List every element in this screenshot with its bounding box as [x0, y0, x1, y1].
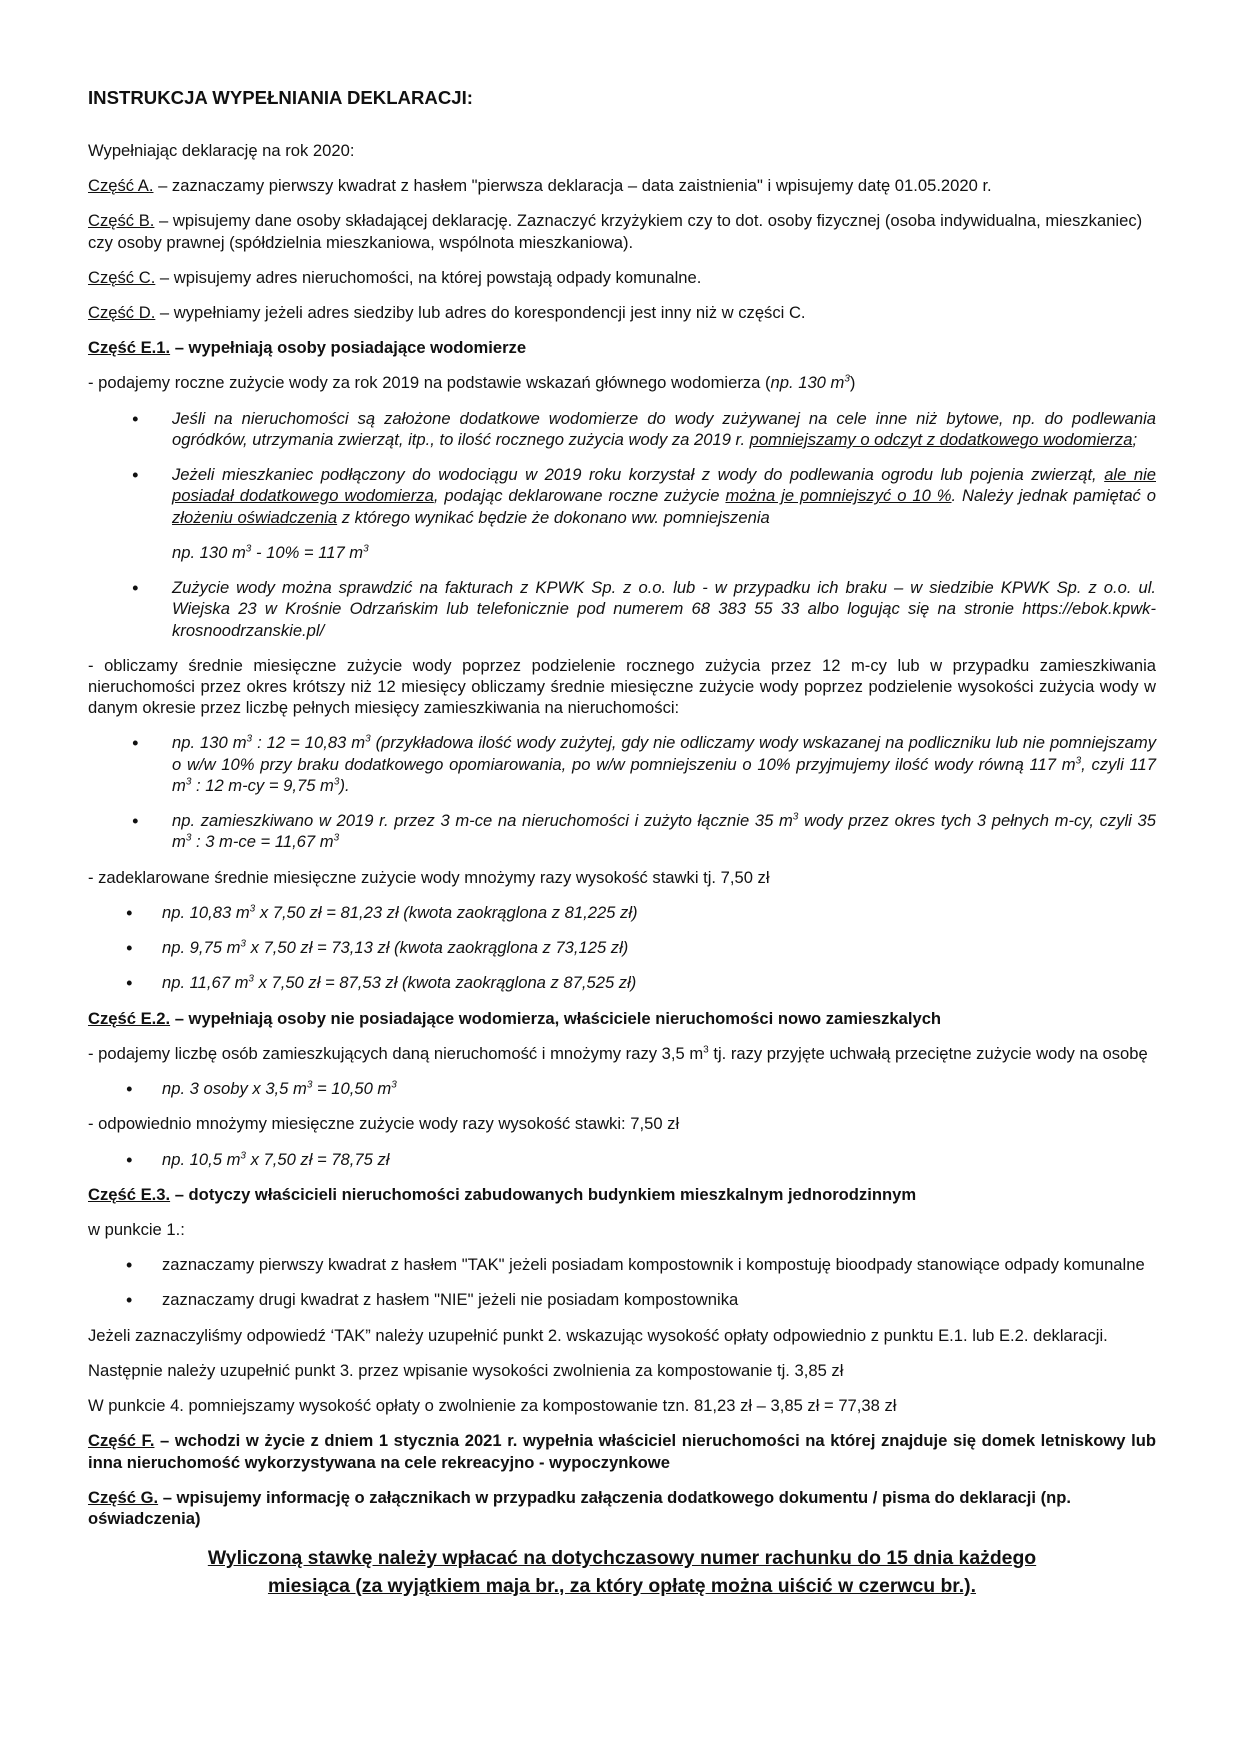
payment-notice-line-1: Wyliczoną stawkę należy wpłacać na dotychczasowy numer rachunku do 15 dnia każdego [207, 1547, 1037, 1570]
list-item [88, 902, 1156, 923]
page-title: INSTRUKCJA WYPEŁNIANIA DEKLARACJI: [88, 87, 473, 108]
e1-rate-multiply: - zadeklarowane średnie miesięczne zużycie wody mnożymy razy wysokość stawki tj. 7,50 zł [88, 867, 770, 887]
e2-bullets-1 [88, 1078, 1156, 1099]
list-item-underlined: ale nie posiadał dodatkowego wodomierza [172, 465, 1156, 506]
superscript: 3 [248, 973, 254, 985]
e3-point-1: w punkcie 1.: [88, 1220, 185, 1239]
superscript: 3 [365, 733, 371, 745]
section-g-text: – wpisujemy informację o załącznikach w przypadku załączenia dodatkowego dokumentu / pisma do deklaracji (np. oświadczenia) [88, 1487, 1072, 1529]
list-item-text: . Należy jednak pamiętać o [951, 486, 1156, 506]
e2-rate-multiply: - odpowiednio mnożymy miesięczne zużycie wody razy wysokość stawki: 7,50 zł [88, 1114, 680, 1134]
section-e2-heading [88, 1008, 1156, 1029]
list-item: • zaznaczamy pierwszy kwadrat z hasłem "TAK" jeżeli posiadam kompostownik i kompostuję bioodpady stanowiące odpady komunalne [88, 1254, 1156, 1275]
list-item-text: Jeśli na nieruchomości są założone dodatkowe wodomierze do wody zużywanej na cele inne niż bytowe, np. do podlewania ogródków, utrzymania zwierząt, itp., to ilość rocznego zużycia wody za 2019 r. [172, 408, 1156, 449]
list-item-text: np. 10,5 m [162, 1149, 241, 1169]
section-e2-label: Część E.2. [88, 1008, 171, 1028]
list-item-text: , podając deklarowane roczne zużycie [433, 486, 726, 506]
superscript: 3 [185, 776, 192, 788]
section-f-text: – wchodzi w życie z dniem 1 stycznia 2021 r. wypełnia właściciel nieruchomości na której znajduje się domek letniskowy lub inna nieruchomość wykorzystywana na cele rekreacyjno - wypoczynkowe [88, 1431, 1156, 1472]
section-c [88, 267, 1156, 288]
section-e1-heading [88, 337, 1156, 358]
e3-point-4: W punkcie 4. pomniejszamy wysokość opłaty o zwolnienie za kompostowanie tzn. 81,23 zł – 3,85 zł = 77,38 zł [88, 1396, 897, 1416]
superscript: 3 [249, 903, 256, 915]
superscript: 3 [306, 1079, 313, 1091]
superscript: 3 [185, 832, 192, 844]
payment-notice-line-2: miesiąca (za wyjątkiem maja br., za który opłatę można uiścić w czerwcu br.). [267, 1574, 977, 1597]
example-text: np. 130 m [172, 542, 246, 562]
e3-point-2: Jeżeli zaznaczyliśmy odpowiedź ‘TAK” należy uzupełnić punkt 2. wskazując wysokość opłaty odpowiednio z punktu E.1. lub E.2. deklaracji. [88, 1325, 1108, 1345]
list-item-text: , czyli 117 m [172, 754, 1156, 795]
list-item-text: np. 9,75 m [162, 938, 241, 958]
example-text: - 10% = 117 m [251, 542, 364, 562]
list-item-text: = 10,50 m [312, 1079, 392, 1099]
section-e3-label: Część E.3. [88, 1184, 171, 1204]
superscript: 3 [844, 373, 850, 385]
list-item-text: np. 3 osoby x 3,5 m [162, 1079, 307, 1099]
list-item-text: x 7,50 zł = 78,75 zł [245, 1149, 390, 1169]
e1-example-calculation [172, 542, 1156, 563]
superscript: 3 [333, 776, 340, 788]
superscript: 3 [1075, 755, 1082, 767]
list-item-text: : 3 m-ce = 11,67 m [191, 832, 334, 852]
section-g-label: Część G. [88, 1487, 159, 1507]
e1-bullets-1 [88, 408, 1156, 641]
list-item [88, 1149, 1156, 1170]
list-item-text: : 12 m-cy = 9,75 m [191, 775, 334, 795]
superscript: 3 [792, 811, 799, 823]
section-e1-text: – wypełniają osoby posiadające wodomierze [170, 338, 527, 358]
section-d-text: – wypełniamy jeżeli adres siedziby lub adres do korespondencji jest inny niż w części C. [155, 302, 806, 322]
section-e1-label: Część E.1. [88, 338, 171, 358]
list-item: • Zużycie wody można sprawdzić na fakturach z KPWK Sp. z o.o. lub - w przypadku ich braku – w siedzibie KPWK Sp. z o.o. ul. Wiejska 23 w Krośnie Odrzańskim lub telefonicznie pod numerem 68 383 55 33 albo logując się na stronie https://ebok.kpwk-krosnoodrzanskie.pl/ [88, 577, 1156, 641]
list-item-text: np. 130 m [172, 733, 247, 753]
superscript: 3 [333, 832, 340, 844]
e1-annual-usage-example [771, 373, 850, 392]
superscript: 3 [240, 1150, 246, 1161]
section-c-text: – wpisujemy adres nieruchomości, na której powstają odpady komunalne. [155, 267, 702, 287]
section-b-text: – wpisujemy dane osoby składającej deklarację. Zaznaczyć krzyżykiem czy to dot. osoby fizycznej (osoba indywidualna, mieszkaniec) czy osoby prawnej (spółdzielnia mieszkaniowa, wspólnota mieszkaniowa). [88, 211, 1143, 252]
e2-bullets-2 [88, 1149, 1156, 1170]
section-b-label: Część B. [88, 211, 155, 231]
section-d-label: Część D. [88, 302, 156, 322]
list-item-text: x 7,50 zł = 87,53 zł (kwota zaokrąglona z 87,525 zł) [253, 973, 637, 993]
superscript: 3 [391, 1079, 397, 1091]
list-item-text: np. zamieszkiwano w 2019 r. przez 3 m-ce na nieruchomości i zużyto łącznie 35 m [172, 811, 793, 831]
e1-bullets-2 [88, 732, 1156, 852]
section-e2-text: – wypełniają osoby nie posiadające wodomierza, właściciele nieruchomości nowo zamieszkalych [170, 1008, 942, 1028]
section-f-heading [88, 1430, 1156, 1472]
section-d [88, 302, 1156, 323]
section-c-label: Część C. [88, 267, 156, 287]
e3-point-3: Następnie należy uzupełnić punkt 3. przez wpisanie wysokości zwolnienia za kompostowanie tj. 3,85 zł [88, 1360, 844, 1380]
intro-text: Wypełniając deklarację na rok 2020: [88, 140, 355, 160]
payment-notice [88, 1545, 1156, 1600]
e2-persons [88, 1043, 1156, 1064]
e1-bullets-3 [88, 902, 1156, 994]
list-item [88, 464, 1156, 563]
list-item-text: : 12 = 10,83 m [252, 733, 366, 753]
list-item-text: Jeżeli mieszkaniec podłączony do wodociągu w 2019 roku korzystał z wody do podlewania ogrodu lub pojenia zwierząt, [172, 465, 1105, 485]
list-item: • zaznaczamy drugi kwadrat z hasłem "NIE" jeżeli nie posiadam kompostownika [88, 1289, 1156, 1310]
list-item [88, 810, 1156, 852]
list-item-underlined: można je pomniejszyć o 10 % [725, 486, 952, 506]
list-item-text: wody przez okres tych 3 pełnych m-cy, czyli 35 m [172, 811, 1156, 852]
list-item-text: (przykładowa ilość wody zużytej, gdy nie odliczamy wody wskazanej na podliczniku lub nie pomniejszamy o w/w 10% przy braku dodatkowego opomiarowania, po w/w pomniejszeniu o 10% przyjmujemy ilość wody równą 117 m [172, 733, 1156, 774]
section-f-label: Część F. [88, 1431, 155, 1451]
superscript: 3 [703, 1044, 709, 1056]
e1-annual-usage-text: - podajemy roczne zużycie wody za rok 2019 na podstawie wskazań głównego wodomierza ( [88, 373, 771, 393]
e1-example-value: np. 130 m [770, 373, 845, 393]
section-e3-heading [88, 1184, 1156, 1205]
e2-persons-text: tj. razy przyjęte uchwałą przeciętne zużycie wody na osobę [708, 1043, 1148, 1063]
list-item [88, 1078, 1156, 1099]
list-item-text: np. 11,67 m [162, 973, 249, 993]
list-item-underlined: złożeniu oświadczenia [172, 507, 338, 527]
list-item-text: x 7,50 zł = 73,13 zł (kwota zaokrąglona z 73,125 zł) [245, 938, 629, 958]
list-item-underlined: pomniejszamy o odczyt z dodatkowego wodomierza [749, 429, 1133, 449]
e2-persons-text: - podajemy liczbę osób zamieszkujących daną nieruchomość i mnożymy razy 3,5 m [88, 1043, 704, 1063]
list-item-text: z którego wynikać będzie że dokonano ww. pomniejszenia [337, 507, 770, 527]
e3-bullets [88, 1254, 1156, 1310]
superscript: 3 [245, 543, 252, 555]
section-a-label: Część A. [88, 176, 154, 196]
section-e3-text: – dotyczy właścicieli nieruchomości zabudowanych budynkiem mieszkalnym jednorodzinnym [170, 1184, 917, 1204]
list-item: • Jeśli na nieruchomości są założone dodatkowe wodomierze do wody zużywanej na cele inne niż bytowe, np. do podlewania ogródków, utrzymania zwierząt, itp., to ilość rocznego zużycia wody za 2019 r. pomniejszamy o odczyt z dodatkowego wodomierza; [88, 408, 1156, 450]
list-item-text: np. 10,83 m [162, 902, 250, 922]
section-b [88, 210, 1156, 252]
superscript: 3 [240, 938, 246, 950]
list-item: • np. 130 $m^3$ : 12 = 10,83 $m^3$ (przykładowa ilość wody zużytej, gdy nie odliczamy wody wskazanej na podliczniku lub nie pomniejszamy o w/w 10% przy braku dodatkowego opomiarowania, po w/w pomniejszeniu o 10% przyjmujemy ilość wody równą 117 $m^3$, czyli 117 $m^3$ : 12 m-cy = 9,75 $m^3$). [88, 732, 1156, 796]
section-g-heading [88, 1487, 1156, 1529]
section-a-text: – zaznaczamy pierwszy kwadrat z hasłem "pierwsza deklaracja – data zaistnienia" i wpisujemy datę 01.05.2020 r. [153, 176, 992, 196]
e1-annual-usage: - podajemy roczne zużycie wody za rok 2019 na podstawie wskazań głównego wodomierza (np. 130 $m^3$) [88, 373, 856, 393]
list-item [88, 937, 1156, 958]
superscript: 3 [246, 733, 253, 745]
e1-monthly-average: - obliczamy średnie miesięczne zużycie wody poprzez podzielenie rocznego zużycia przez 12 m-cy lub w przypadku zamieszkiwania nieruchomości przez okres krótszy niż 12 miesięcy obliczamy średnie miesięczne zużycie wody poprzez podzielenie wysokości zużycia wody w danym okresie przez liczbę pełnych miesięcy zamieszkiwania na nieruchomości: [88, 655, 1156, 718]
superscript: 3 [363, 543, 369, 555]
list-item-text: x 7,50 zł = 81,23 zł (kwota zaokrąglona z 81,225 zł) [255, 902, 638, 922]
section-a [88, 175, 1156, 196]
list-item [88, 972, 1156, 993]
